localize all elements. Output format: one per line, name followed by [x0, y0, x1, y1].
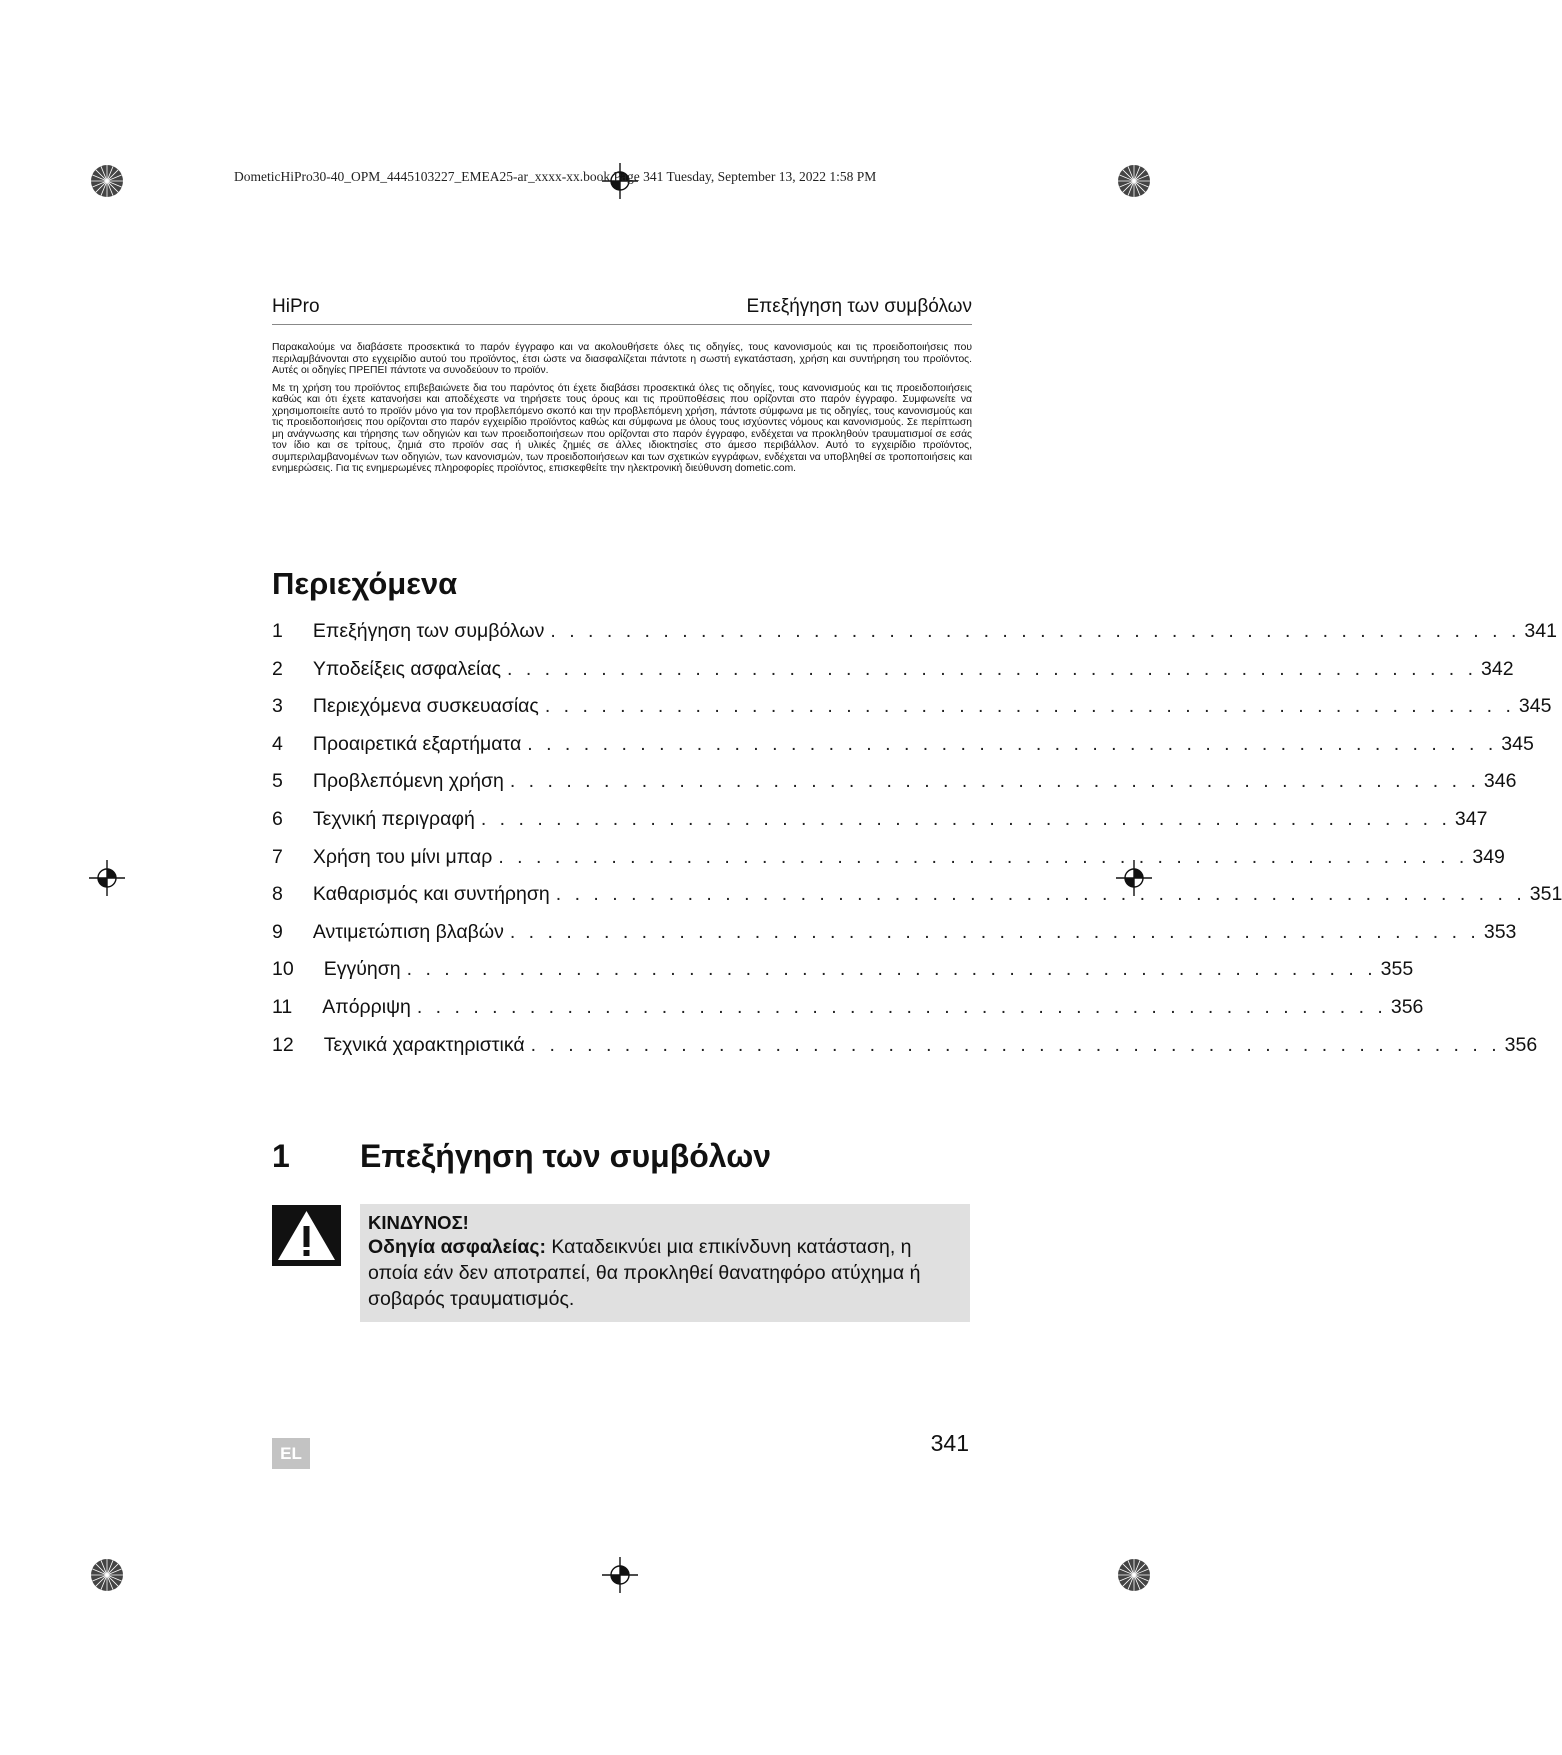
toc-entry-number: 3 [272, 695, 283, 718]
toc-entry-label: Τεχνικά χαρακτηριστικά [323, 1033, 525, 1056]
toc-entry-label: Επεξήγηση των συμβόλων [312, 620, 545, 642]
toc-title: Περιεχόμενα [272, 566, 458, 601]
crop-mark-top-left [89, 163, 125, 199]
toc-entry-number: 5 [272, 770, 283, 793]
crosshair-bottom-center [602, 1557, 638, 1593]
danger-heading: ΚΙΝΔΥΝΟΣ! [368, 1212, 469, 1233]
toc-entry-label: Προβλεπόμενη χρήση [312, 770, 504, 793]
toc-entry[interactable] [272, 958, 1414, 996]
toc-leader-dots: . . . . . . . . . . . . . . . . . . . . . . . . . . . . . . . . . . . . . . . . . . . . . . . . . . . . [498, 845, 1469, 868]
toc-leader-dots: . . . . . . . . . . . . . . . . . . . . . . . . . . . . . . . . . . . . . . . . . . . . . . . . . . . . [527, 732, 1498, 755]
toc-entry[interactable] [272, 883, 1562, 921]
toc-entry-page: 355 [1380, 958, 1414, 981]
toc-leader-dots: . . . . . . . . . . . . . . . . . . . . . . . . . . . . . . . . . . . . . . . . . . . . . . . . . . . . [530, 1033, 1501, 1056]
toc-entry-label: Περιεχόμενα συσκευασίας [312, 695, 539, 718]
toc-entry-number: 2 [272, 657, 283, 680]
section-title: Επεξήγηση των συμβόλων [360, 1138, 772, 1174]
toc-entry[interactable] [272, 845, 1505, 884]
toc-entry-label: Καθαρισμός και συντήρηση [312, 883, 550, 906]
toc-entry-number: 4 [272, 732, 283, 755]
print-slug: DometicHiPro30-40_OPM_4445103227_EMEA25-ar_xxxx-xx.book Page 341 Tuesday, September 13, 2022 1:58 PM [234, 169, 877, 184]
intro-paragraph-2: Με τη χρήση του προϊόντος επιβεβαιώνετε δια του παρόντος ότι έχετε διαβάσει προσεκτικά όλες τις οδηγίες, τους κανονισμούς και τις προειδοποιήσεις καθώς και ότι έχετε κατανοήσει και αποδέχεστε να τηρήσετε τους όρους και τις προϋποθέσεις που ορίζονται στο παρόν έγγραφο. Συμφωνείτε να χρησιμοποιείτε αυτό το προϊόν μόνο για τον προβλεπόμενο σκοπό και την προβλεπόμενη χρήση, πάντοτε σύμφωνα με τις οδηγίες, τους κανονισμούς και τις προειδοποιήσεις που ορίζονται στο παρόν εγχειρίδιο προϊόντος καθώς και σύμφωνα με όλους τους ισχύοντες νόμους και κανονισμούς. Σε περίπτωση μη ανάγνωσης και τήρησης των οδηγιών και των προειδοποιήσεων που ορίζονται στο παρόν έγγραφο, ενδέχεται να προκληθούν τραυματισμοί σε εσάς τον ίδιο και σε τρίτους, ζημιά στο προϊόν σας ή υλικές ζημιές σε άλλες ιδιοκτησίες στο άμεσο περιβάλλον. Αυτό το εγχειρίδιο προϊόντος, συμπεριλαμβανομένων των οδηγιών, των κανονισμών, των προειδοποιήσεων και των σχετικών εγγράφων, ενδέχεται να υποβληθεί σε τροποποιήσεις και ενημερώσεις. Για τις ενημερωμένες πληροφορίες προϊόντος, επισκεφθείτε την ηλεκτρονική διεύθυνση dometic.com. [272, 382, 972, 474]
toc-entry-number: 11 [272, 995, 293, 1018]
crop-mark-bottom-right [1116, 1557, 1152, 1593]
toc-entry-page: 345 [1501, 732, 1534, 755]
toc-entry-page: 342 [1481, 657, 1514, 680]
header-product-name: HiPro [272, 296, 320, 317]
toc-entry-page: 346 [1483, 770, 1517, 793]
toc-entry-label: Προαιρετικά εξαρτήματα [312, 732, 522, 755]
toc-leader-dots: . . . . . . . . . . . . . . . . . . . . . . . . . . . . . . . . . . . . . . . . . . . . . . . . . . . . [550, 620, 1521, 642]
toc-entry[interactable] [272, 620, 1557, 658]
toc-entry-page: 349 [1472, 845, 1505, 868]
toc-leader-dots: . . . . . . . . . . . . . . . . . . . . . . . . . . . . . . . . . . . . . . . . . . . . . . . . . . . . [544, 695, 1515, 718]
toc-leader-dots: . . . . . . . . . . . . . . . . . . . . . . . . . . . . . . . . . . . . . . . . . . . . . . . . . . . . [406, 958, 1377, 981]
crop-mark-bottom-left [89, 1557, 125, 1593]
toc-entry-page: 341 [1524, 620, 1557, 642]
intro-text [272, 342, 972, 481]
toc-entry-label: Εγγύηση [323, 958, 401, 981]
toc-leader-dots: . . . . . . . . . . . . . . . . . . . . . . . . . . . . . . . . . . . . . . . . . . . . . . . . . . . . [509, 770, 1480, 793]
toc-entry[interactable] [272, 1033, 1538, 1072]
danger-body [368, 1234, 962, 1312]
warning-icon [272, 1205, 341, 1266]
section-heading [272, 1138, 771, 1175]
toc-entry-page: 345 [1518, 695, 1552, 718]
running-header [272, 296, 972, 325]
intro-paragraph-1: Παρακαλούμε να διαβάσετε προσεκτικά το παρόν έγγραφο και να ακολουθήσετε όλες τις οδηγίες, τους κανονισμούς και τις προειδοποιήσεις που περιλαμβάνονται στο εγχειρίδιο αυτού του προϊόντος, έτσι ώστε να διασφαλίζεται πάντοτε η σωστή εγκατάσταση, χρήση και συντήρηση του προϊόντος. Αυτές οι οδηγίες ΠΡΕΠΕΙ πάντοτε να συνοδεύουν το προϊόν. [272, 342, 972, 376]
safety-instruction-label: Οδηγία ασφαλείας: [368, 1236, 546, 1258]
section-number: 1 [272, 1138, 290, 1174]
toc-entry-label: Απόρριψη [322, 995, 411, 1018]
page-number: 341 [930, 1430, 969, 1456]
toc-entry[interactable] [272, 995, 1424, 1034]
crop-mark-top-right [1116, 163, 1152, 199]
toc-entry-number: 10 [272, 958, 294, 981]
toc-entry-label: Χρήση του μίνι μπαρ [312, 845, 493, 868]
toc-entry-number: 8 [272, 883, 283, 906]
toc-entry-page: 356 [1390, 995, 1424, 1018]
danger-notice [360, 1204, 970, 1322]
toc-leader-dots: . . . . . . . . . . . . . . . . . . . . . . . . . . . . . . . . . . . . . . . . . . . . . . . . . . . . [480, 807, 1451, 830]
toc-entry[interactable] [272, 807, 1488, 846]
toc-entry-label: Υποδείξεις ασφαλείας [312, 657, 502, 680]
toc-entry-page: 353 [1483, 920, 1517, 943]
toc-entry[interactable] [272, 695, 1552, 733]
toc-entry-number: 9 [272, 920, 283, 943]
danger-text: Καταδεικνύει μια επικίνδυνη κατάσταση, η οποία εάν δεν αποτραπεί, θα προκληθεί θανατηφόρο ατύχημα ή σοβαρός τραυματισμός. [368, 1236, 921, 1310]
language-badge: EL [272, 1438, 310, 1469]
toc-entry-number: 6 [272, 807, 283, 830]
table-of-contents [272, 620, 1562, 1071]
toc-leader-dots: . . . . . . . . . . . . . . . . . . . . . . . . . . . . . . . . . . . . . . . . . . . . . . . . . . . . [555, 883, 1526, 906]
toc-entry[interactable] [272, 770, 1517, 808]
toc-entry-number: 7 [272, 845, 283, 868]
toc-leader-dots: . . . . . . . . . . . . . . . . . . . . . . . . . . . . . . . . . . . . . . . . . . . . . . . . . . . . [509, 920, 1480, 943]
toc-entry-page: 347 [1454, 807, 1488, 830]
header-section-title: Επεξήγηση των συμβόλων [746, 296, 972, 317]
toc-entry[interactable] [272, 657, 1514, 696]
toc-entry-page: 351 [1529, 883, 1562, 906]
toc-entry-number: 12 [272, 1033, 294, 1056]
toc-entry-page: 356 [1504, 1033, 1538, 1056]
toc-leader-dots: . . . . . . . . . . . . . . . . . . . . . . . . . . . . . . . . . . . . . . . . . . . . . . . . . . . . [507, 657, 1478, 680]
toc-entry[interactable] [272, 732, 1534, 771]
toc-entry-label: Τεχνική περιγραφή [312, 807, 475, 830]
toc-entry-number: 1 [272, 620, 283, 642]
crosshair-left [89, 860, 125, 896]
toc-entry-label: Αντιμετώπιση βλαβών [312, 920, 504, 943]
toc-leader-dots: . . . . . . . . . . . . . . . . . . . . . . . . . . . . . . . . . . . . . . . . . . . . . . . . . . . . [416, 995, 1387, 1018]
toc-entry[interactable] [272, 920, 1517, 959]
